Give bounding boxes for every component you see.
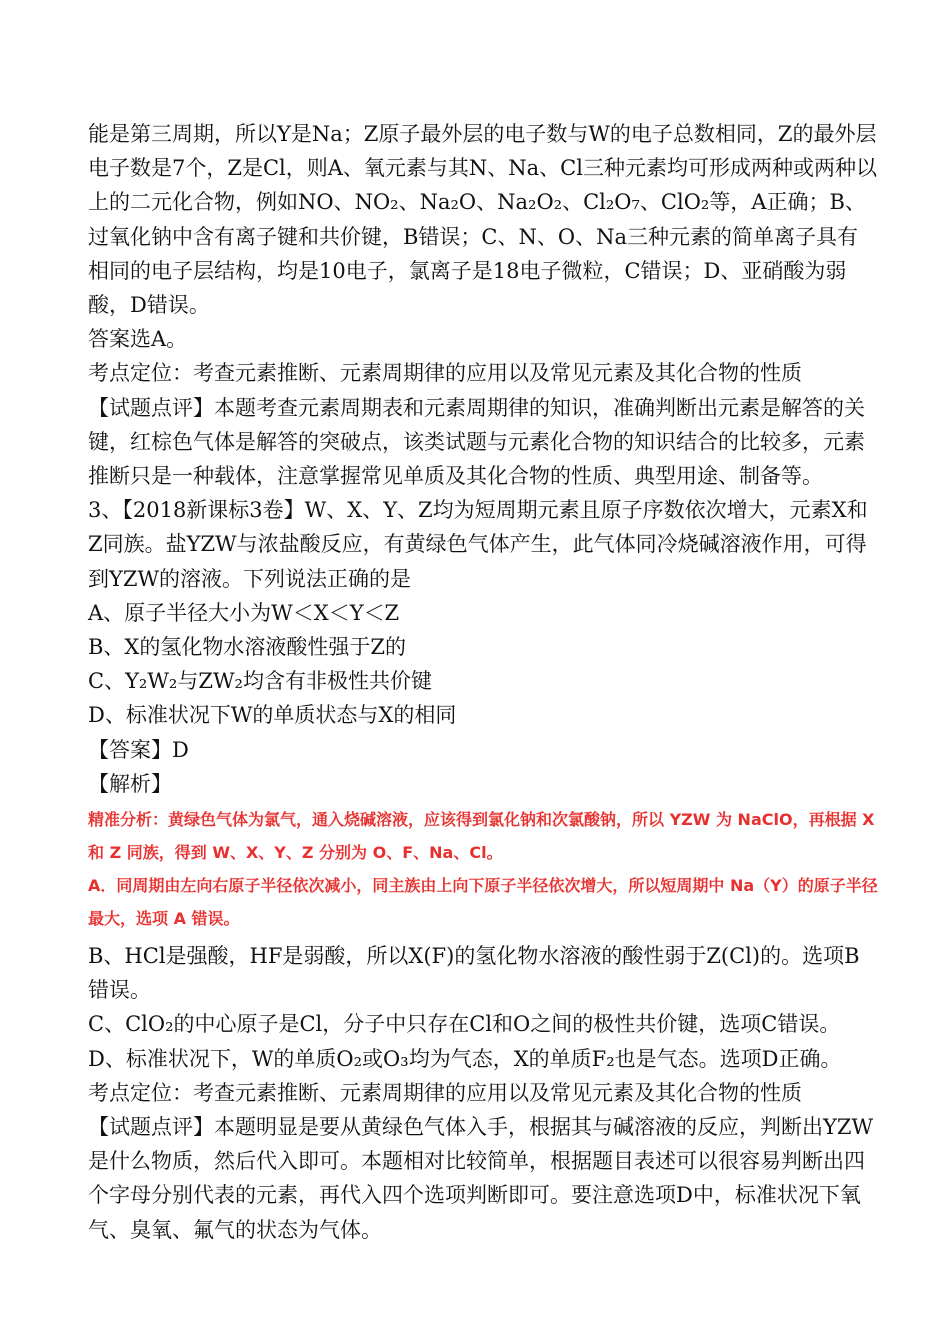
option-c: C、Y₂W₂与ZW₂均含有非极性共价键 bbox=[88, 669, 432, 694]
prev-answer-line: 答案选A。 bbox=[88, 327, 188, 352]
answer-line: 【答案】D bbox=[88, 737, 189, 762]
analysis-option-a: A．同周期由左向右原子半径依次减小，同主族由上向下原子半径依次增大，所以短周期中 Na（Y）的原子半径最大，选项 A 错误。 bbox=[88, 876, 878, 929]
option-b: B、X的氢化物水溶液酸性强于Z的 bbox=[88, 635, 406, 660]
analysis-option-c: C、ClO₂的中心原子是Cl，分子中只存在Cl和O之间的极性共价键，选项C错误。 bbox=[88, 1012, 841, 1037]
option-a: A、原子半径大小为W＜X＜Y＜Z bbox=[88, 600, 400, 625]
prev-comment: 【试题点评】本题考查元素周期表和元素周期律的知识，准确判断出元素是解答的关键，红棕色气体是解答的突破点，该类试题与元素化合物的知识结合的比较多，元素推断只是一种载体，注意掌握常见单质及其化合物的性质、典型用途、制备等。 bbox=[88, 395, 865, 489]
analysis-option-b: B、HCl是强酸，HF是弱酸，所以X(F)的氢化物水溶液的酸性弱于Z(Cl)的。选项B错误。 bbox=[88, 944, 860, 1003]
analysis-option-d: D、标准状况下，W的单质O₂或O₃均为气态，X的单质F₂也是气态。选项D正确。 bbox=[88, 1046, 842, 1071]
document-body bbox=[88, 117, 878, 1247]
option-d: D、标准状况下W的单质状态与X的相同 bbox=[88, 703, 457, 728]
question-3-comment: 【试题点评】本题明显是要从黄绿色气体入手，根据其与碱溶液的反应，判断出YZW是什么物质，然后代入即可。本题相对比较简单，根据题目表述可以很容易判断出四个字母分别代表的元素，再代入四个选项判断即可。要注意选项D中，标准状况下氧气、臭氧、氟气的状态为气体。 bbox=[88, 1115, 874, 1242]
question-3-kaodian: 考点定位：考查元素推断、元素周期律的应用以及常见元素及其化合物的性质 bbox=[88, 1080, 802, 1105]
prev-explanation: 能是第三周期，所以Y是Na；Z原子最外层的电子数与W的电子总数相同，Z的最外层电子数是7个，Z是Cl，则A、氧元素与其N、Na、Cl三种元素均可形成两种或两种以上的二元化合物，例如NO、NO₂、Na₂O、Na₂O₂、Cl₂O₇、ClO₂等，A正确；B、过氧化钠中含有离子键和共价键，B错误；C、N、O、Na三种元素的简单离子具有相同的电子层结构，均是10电子，氯离子是18电子微粒，C错误；D、亚硝酸为弱酸，D错误。 bbox=[88, 122, 877, 318]
red-analysis-block bbox=[88, 801, 878, 939]
prev-kaodian: 考点定位：考查元素推断、元素周期律的应用以及常见元素及其化合物的性质 bbox=[88, 361, 802, 386]
analysis-heading: 【解析】 bbox=[88, 771, 172, 796]
precise-analysis: 精准分析：黄绿色气体为氯气，通入烧碱溶液，应该得到氯化钠和次氯酸钠，所以 YZW 为 NaClO，再根据 X 和 Z 同族，得到 W、X、Y、Z 分别为 O、F、Na、Cl。 bbox=[88, 810, 875, 863]
question-3-stem: 3、【2018新课标3卷】W、X、Y、Z均为短周期元素且原子序数依次增大，元素X和Z同族。盐YZW与浓盐酸反应，有黄绿色气体产生，此气体同冷烧碱溶液作用，可得到YZW的溶液。下列说法正确的是 bbox=[88, 498, 868, 591]
